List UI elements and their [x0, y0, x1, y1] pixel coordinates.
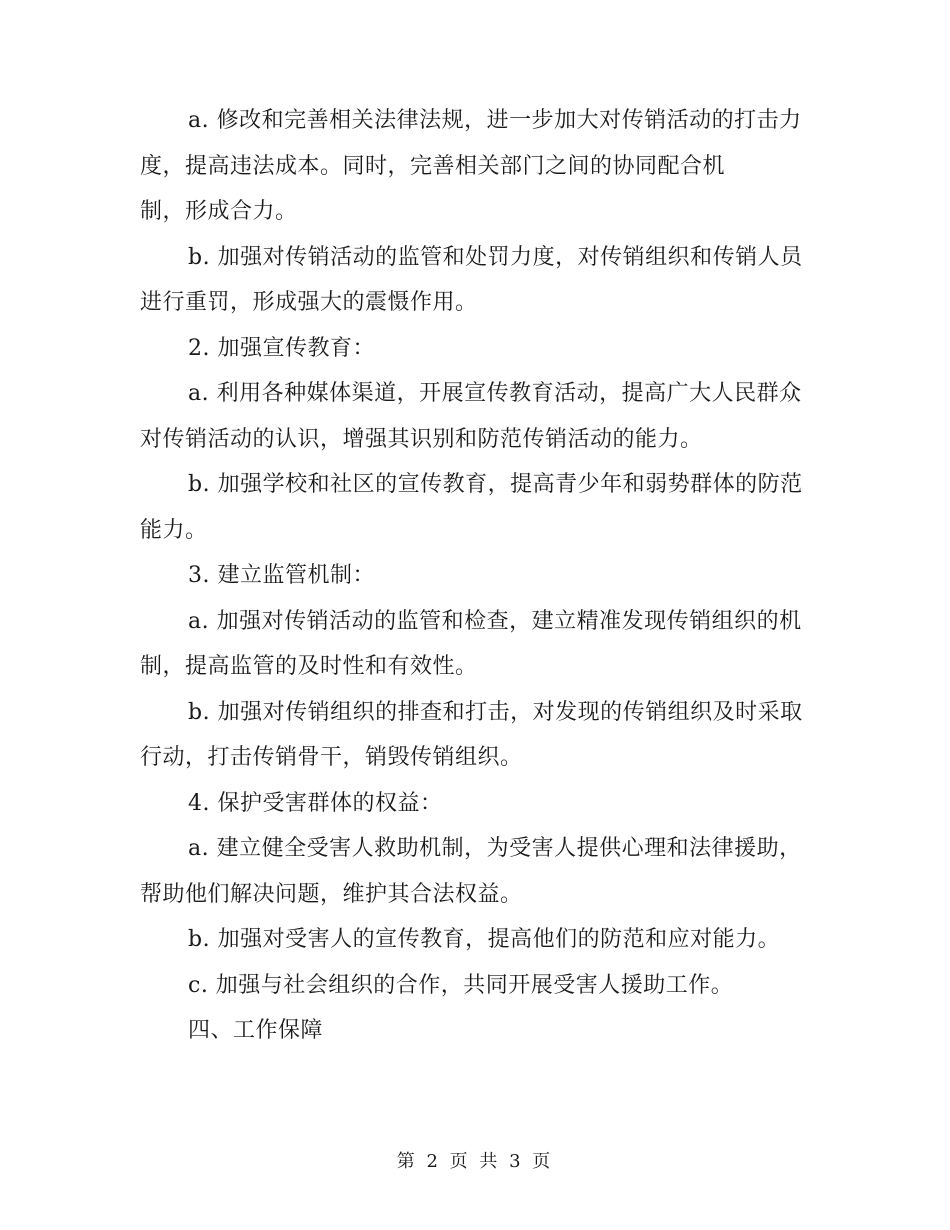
document-body	[140, 98, 812, 1054]
paragraph-victim-assistance: a. 建立健全受害人救助机制，为受害人提供心理和法律援助，帮助他们解决问题，维护其合法权益。	[140, 836, 802, 907]
paragraph-social-cooperation: c. 加强与社会组织的合作，共同开展受害人援助工作。	[188, 972, 734, 998]
heading-work-guarantee: 四、工作保障	[188, 1018, 324, 1043]
heading-victim-rights: 4. 保护受害群体的权益：	[188, 790, 443, 816]
paragraph-penalties: b. 加强对传销活动的监管和处罚力度，对传销组织和传销人员进行重罚，形成强大的震慑作用。	[140, 244, 803, 315]
paragraph-law-revision: a. 修改和完善相关法律法规，进一步加大对传销活动的打击力度，提高违法成本。同时，完善相关部门之间的协同配合机 制，形成合力。	[140, 108, 802, 224]
heading-publicity-education: 2. 加强宣传教育：	[188, 335, 375, 361]
paragraph-school-community: b. 加强学校和社区的宣传教育，提高青少年和弱势群体的防范能力。	[140, 472, 803, 543]
heading-supervision-mechanism: 3. 建立监管机制：	[188, 563, 375, 588]
paragraph-inspection: a. 加强对传销活动的监管和检查，建立精准发现传销组织的机制，提高监管的及时性和有效性。	[140, 608, 802, 679]
page-number-footer: 第 2 页 共 3 页	[396, 1151, 554, 1172]
paragraph-crackdown: b. 加强对传销组织的排查和打击，对发现的传销组织及时采取行动，打击传销骨干，销毁传销组织。	[140, 699, 803, 770]
paragraph-media-campaign: a. 利用各种媒体渠道，开展宣传教育活动，提高广大人民群众对传销活动的认识，增强其识别和防范传销活动的能力。	[140, 381, 802, 452]
paragraph-victim-education: b. 加强对受害人的宣传教育，提高他们的防范和应对能力。	[188, 927, 781, 952]
